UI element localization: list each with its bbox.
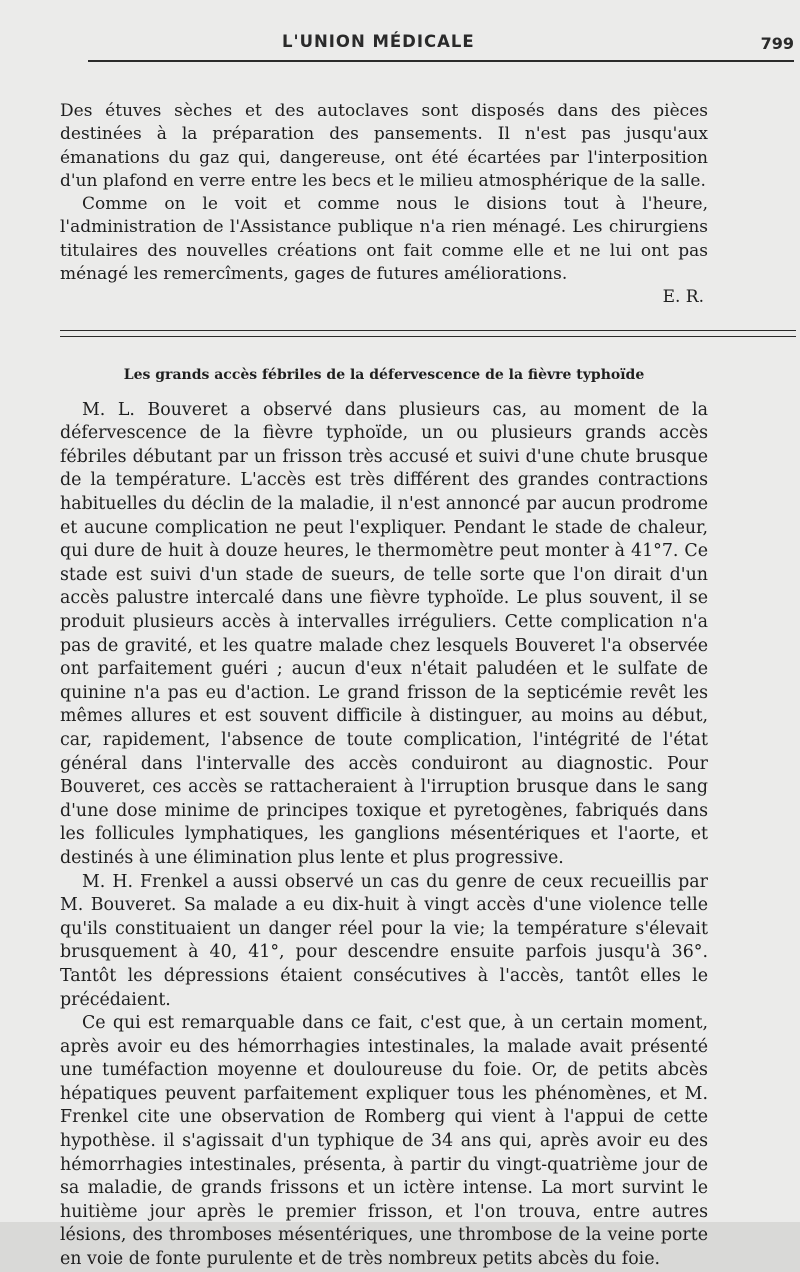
section-divider — [60, 330, 796, 337]
body-paragraph: Des étuves sèches et des autoclaves sont disposés dans des pièces destinées à la préparation des pansements. Il n'est pas jusqu'aux émanations du gaz qui, dangereuse, ont été écartées par l'interposition d'un plafond en verre entre les becs et le milieu atmosphérique de la salle. — [60, 101, 708, 191]
journal-title: L'UNION MÉDICALE — [282, 32, 475, 51]
header-rule — [88, 60, 794, 62]
body-paragraph: M. L. Bouveret a observé dans plusieurs cas, au moment de la défervescence de la fièvre typhoïde, un ou plusieurs grands accès fébriles débutant par un frisson très accusé et suivi d'une chute brusque de la température. L'accès est très différent des grandes contractions habituelles du déclin de la maladie, il n'est annoncé par aucun prodrome et aucune complication ne peut l'expliquer. Pendant le stade de chaleur, qui dure de huit à douze heures, le thermomètre peut monter à 41°7. Ce stade est suivi d'un stade de sueurs, de telle sorte que l'on dirait d'un accès palustre intercalé dans une fièvre typhoïde. Le plus souvent, il se produit plusieurs accès à intervalles irréguliers. Cette complication n'a pas de gravité, et les quatre malade chez lesquels Bouveret l'a observée ont parfaitement guéri ; aucun d'eux n'était paludéen et le sulfate de quinine n'a pas eu d'action. Le grand frisson de la septicémie revêt les mêmes allures et est souvent difficile à distinguer, au moins au début, car, rapidement, l'absence de toute complication, l'intégrité de l'état général dans l'intervalle des accès conduiront au diagnostic. Pour Bouveret, ces accès se rattacheraient à l'irruption brusque dans le sang d'une dose minime de principes toxique et pyretogènes, fabriqués dans les follicules lymphatiques, les ganglions mésentériques et l'aorte, et destinés à une élimination plus lente et plus progressive. — [60, 399, 708, 868]
article-title: Les grands accès fébriles de la défervescence de la fièvre typhoïde — [123, 366, 645, 383]
body-paragraph: Comme on le voit et comme nous le disions tout à l'heure, l'administration de l'Assistance publique n'a rien ménagé. Les chirurgiens titulaires des nouvelles créations ont fait comme elle et ne lui ont pas ménagé les remercîments, gages de futures améliorations. — [60, 194, 708, 285]
body-paragraph: M. H. Frenkel a aussi observé un cas du genre de ceux recueillis par M. Bouveret. Sa malade a eu dix-huit à vingt accès d'une violence telle qu'ils constituaient un danger réel pour la vie; la température s'élevait brusquement à 40, 41°, pour descendre ensuite parfois jusqu'à 36°. Tantôt les dépressions étaient consécutives à l'accès, tantôt elles le précédaient. — [60, 871, 708, 1010]
previous-article-ending — [60, 100, 708, 310]
body-paragraph: Ce qui est remarquable dans ce fait, c'est que, à un certain moment, après avoir eu des hémorrhagies intestinales, la malade avait présenté une tuméfaction moyenne et douloureuse du foie. Or, de petits abcès hépatiques peuvent parfaitement expliquer tous les phénomènes, et M. Frenkel cite une observation de Romberg qui vient à l'appui de cette hypothèse. il s'agissait d'un typhique de 34 ans qui, après avoir eu des hémorrhagies intestinales, présenta, à partir du vingt-quatrième jour de sa maladie, de grands frissons et un ictère intense. La mort survint le huitième jour après le premier frisson, et l'on trouva, entre autres lésions, des thromboses mésentériques, une thrombose de la veine porte en voie de fonte purulente et de très nombreux petits abcès du foie. — [60, 1013, 708, 1270]
article-body — [60, 399, 708, 1272]
running-header — [60, 28, 794, 60]
author-signature: E. R. — [662, 287, 704, 308]
page-number: 799 — [760, 34, 794, 53]
